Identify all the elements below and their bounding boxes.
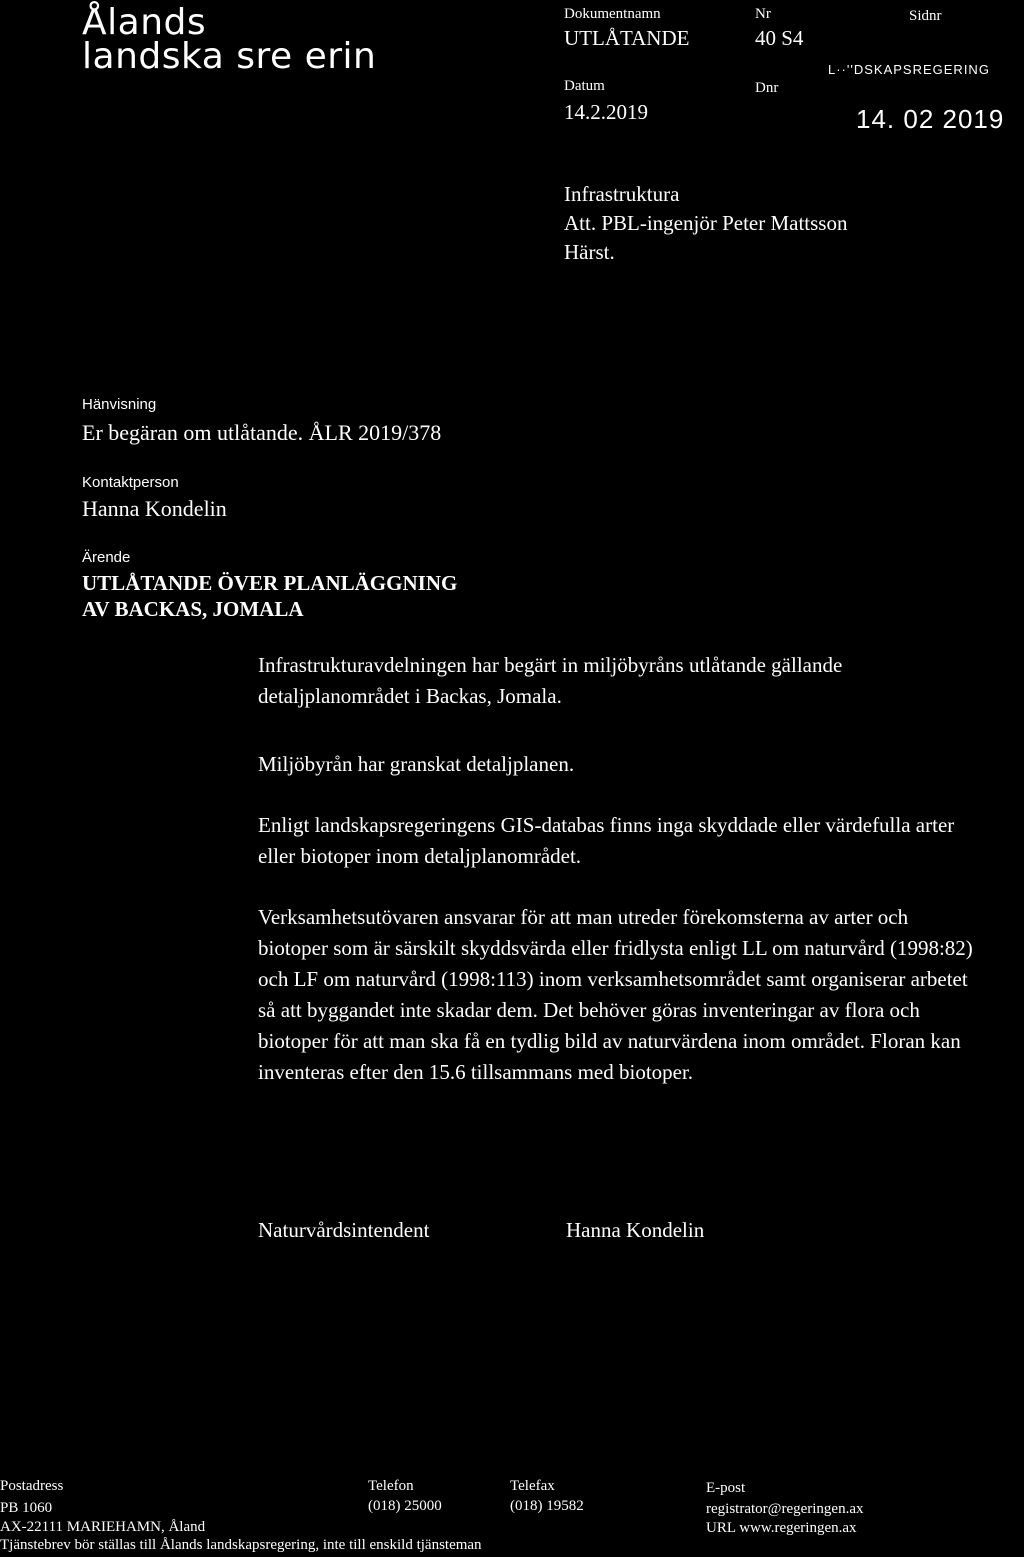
nr-label: Nr <box>755 6 771 22</box>
footer-notice: Tjänstebrev bör ställas till Ålands landskapsregering, inte till enskild tjänsteman <box>0 1537 482 1553</box>
footer-email: registrator@regeringen.ax <box>706 1501 864 1517</box>
subject-label: Ärende <box>82 549 131 566</box>
dnr-label: Dnr <box>755 80 779 96</box>
received-stamp-text: L··''DSKAPSREGERING <box>828 62 990 77</box>
signature-name: Hanna Kondelin <box>566 1218 705 1242</box>
footer-postal-line1: PB 1060 <box>0 1500 53 1516</box>
subject-line1: UTLÅTANDE ÖVER PLANLÄGGNING <box>82 571 458 595</box>
logo-line2: landska sre erin <box>82 36 377 77</box>
footer-fax: (018) 19582 <box>510 1498 584 1514</box>
recipient-line2: Att. PBL-ingenjör Peter Mattsson <box>564 211 848 235</box>
doc-number: 40 S4 <box>755 26 804 50</box>
contact-label: Kontaktperson <box>82 474 179 491</box>
footer-fax-label: Telefax <box>510 1478 555 1494</box>
recipient-line3: Härst. <box>564 240 615 264</box>
footer-phone-label: Telefon <box>368 1478 414 1494</box>
footer-postal-line2: AX-22111 MARIEHAMN, Åland <box>0 1519 206 1535</box>
footer-url: URL www.regeringen.ax <box>706 1520 857 1536</box>
received-stamp-date: 14. 02 2019 <box>856 104 1005 134</box>
body-paragraph-3: Enligt landskapsregeringens GIS-databas finns inga skyddade eller värdefulla arter eller biotoper inom detaljplanområdet. <box>258 813 955 868</box>
body-paragraph-1: Infrastrukturavdelningen har begärt in miljöbyråns utlåtande gällande detaljplanområdet i Backas, Jomala. <box>258 653 843 708</box>
footer-email-label: E-post <box>706 1480 746 1496</box>
subject-line2: AV BACKAS, JOMALA <box>82 597 304 621</box>
signature-title: Naturvårdsintendent <box>258 1218 430 1242</box>
footer-phone: (018) 25000 <box>368 1498 442 1514</box>
logo-line1: Ålands <box>82 2 207 43</box>
contact-value: Hanna Kondelin <box>82 496 227 521</box>
doc-name-label: Dokumentnamn <box>564 6 661 22</box>
reference-label: Hänvisning <box>82 396 157 413</box>
footer-postal-label: Postadress <box>0 1478 64 1494</box>
date-label: Datum <box>564 78 605 94</box>
recipient-line1: Infrastruktura <box>564 182 680 206</box>
body-paragraph-4: Verksamhetsutövaren ansvarar för att man utreder förekomsterna av arter och biotoper som är särskilt skyddsvärda eller fridlysta enligt LL om naturvård (1998:82) och LF om naturvård (1998:113) inom verksamhetsområdet samt organiserar arbetet så att byggandet inte skadar dem. Det behöver göras inventeringar av flora och biotoper för att man ska få en tydlig bild av naturvärdena inom området. Floran kan inventeras efter den 15.6 tillsammans med biotoper. <box>258 905 973 1084</box>
page-label: Sidnr <box>909 8 942 24</box>
date-value: 14.2.2019 <box>564 100 648 124</box>
doc-name: UTLÅTANDE <box>564 26 690 50</box>
reference-value: Er begäran om utlåtande. ÅLR 2019/378 <box>82 420 442 445</box>
body-paragraph-2: Miljöbyrån har granskat detaljplanen. <box>258 752 575 776</box>
